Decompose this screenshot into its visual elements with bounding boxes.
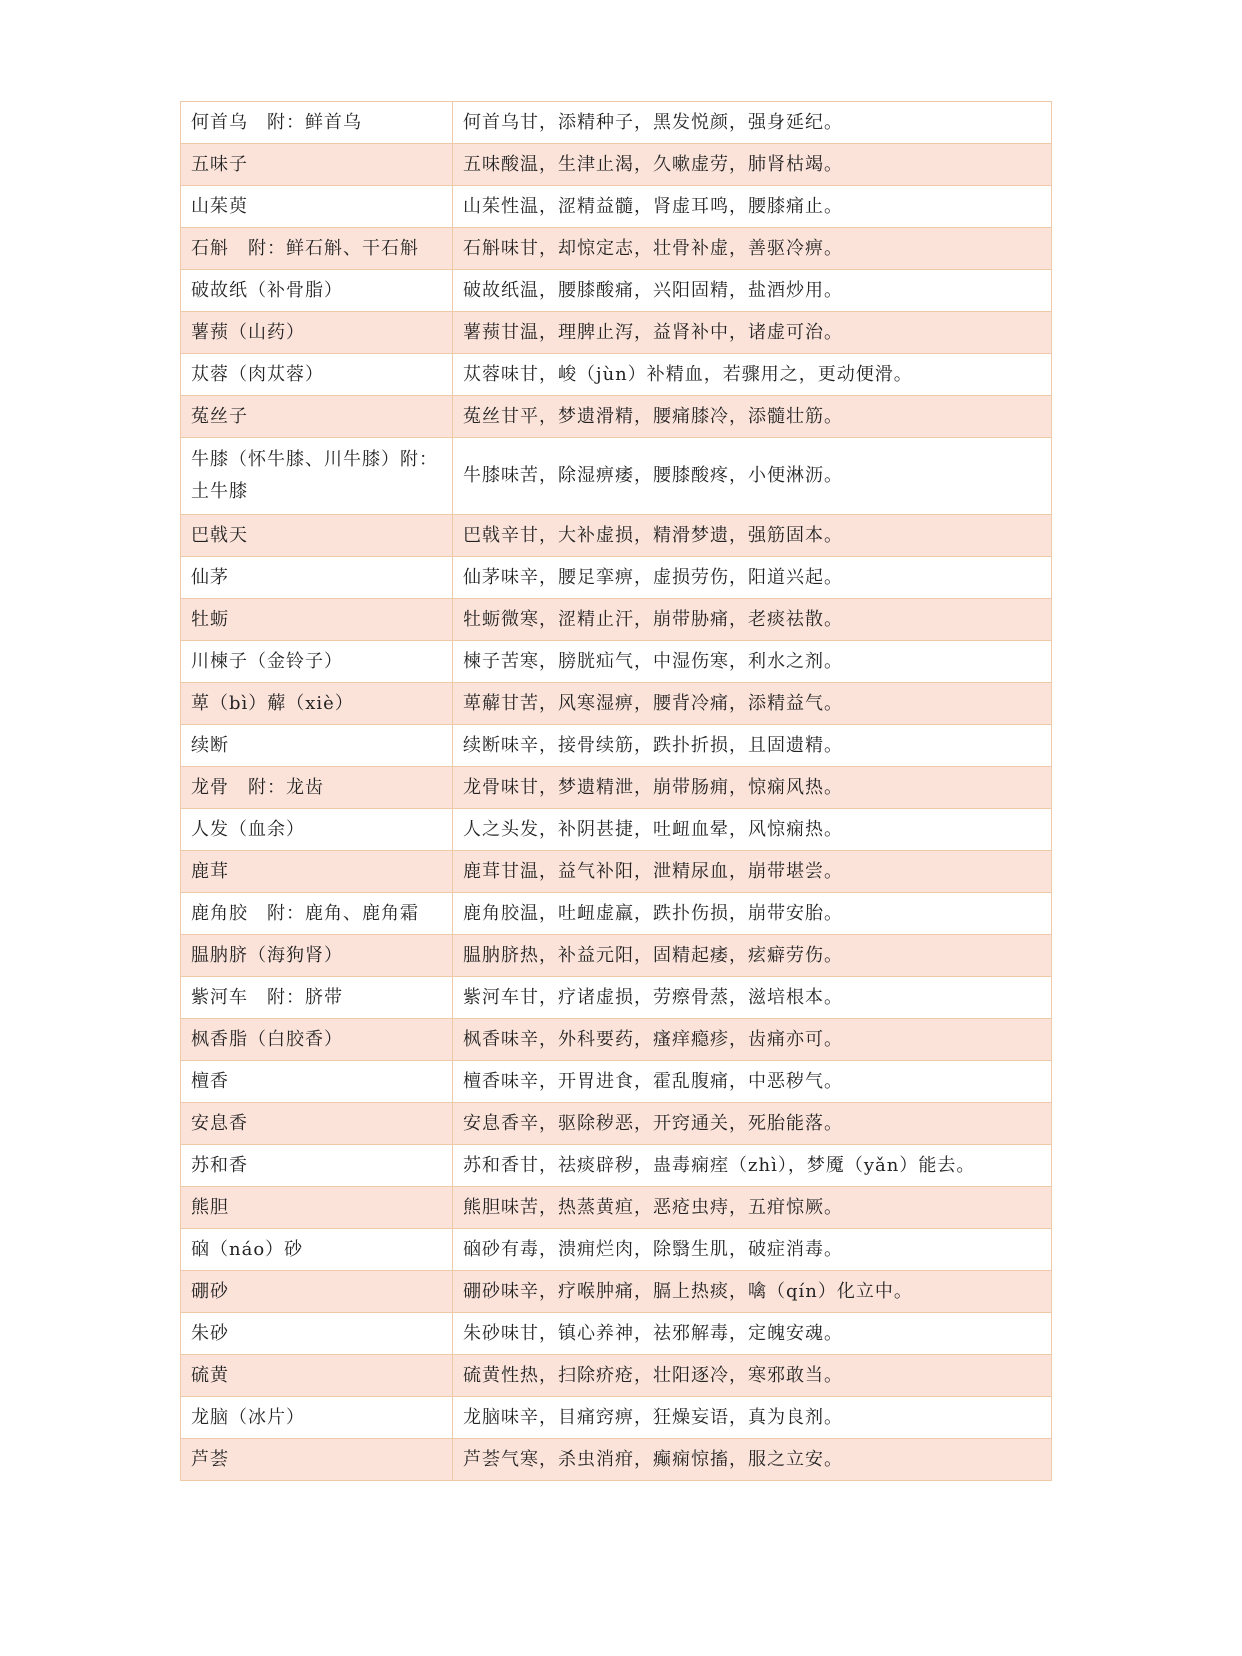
herb-verse-cell: 芦荟气寒，杀虫消疳，癫痫惊搐，服之立安。 — [453, 1439, 1052, 1481]
herb-name-cell: 五味子 — [181, 144, 453, 186]
table-row — [181, 228, 1052, 270]
table-row — [181, 851, 1052, 893]
herb-name-cell: 续断 — [181, 725, 453, 767]
herb-verse-cell: 紫河车甘，疗诸虚损，劳瘵骨蒸，滋培根本。 — [453, 977, 1052, 1019]
table-row — [181, 725, 1052, 767]
table-row — [181, 1145, 1052, 1187]
herb-verse-cell: 牡蛎微寒，涩精止汗，崩带胁痛，老痰祛散。 — [453, 599, 1052, 641]
herb-name-cell: 龙骨 附：龙齿 — [181, 767, 453, 809]
table-row — [181, 1397, 1052, 1439]
herb-verse-cell: 牛膝味苦，除湿痹痿，腰膝酸疼，小便淋沥。 — [453, 438, 1052, 515]
herb-name-cell: 檀香 — [181, 1061, 453, 1103]
herb-verse-cell: 仙茅味辛，腰足挛痹，虚损劳伤，阳道兴起。 — [453, 557, 1052, 599]
herb-table-body — [181, 102, 1052, 1481]
herb-name-cell: 腽肭脐（海狗肾） — [181, 935, 453, 977]
herb-name-cell: 仙茅 — [181, 557, 453, 599]
herb-verse-cell: 熊胆味苦，热蒸黄疸，恶疮虫痔，五疳惊厥。 — [453, 1187, 1052, 1229]
herb-verse-table — [180, 101, 1052, 1481]
table-row — [181, 144, 1052, 186]
table-row — [181, 396, 1052, 438]
herb-verse-cell: 楝子苦寒，膀胱疝气，中湿伤寒，利水之剂。 — [453, 641, 1052, 683]
herb-name-cell: 硫黄 — [181, 1355, 453, 1397]
table-row — [181, 438, 1052, 515]
herb-verse-cell: 菟丝甘平，梦遗滑精，腰痛膝冷，添髓壮筋。 — [453, 396, 1052, 438]
table-row — [181, 935, 1052, 977]
herb-name-cell: 石斛 附：鲜石斛、干石斛 — [181, 228, 453, 270]
herb-name-cell: 山茱萸 — [181, 186, 453, 228]
herb-verse-cell: 朱砂味甘，镇心养神，祛邪解毒，定魄安魂。 — [453, 1313, 1052, 1355]
herb-verse-cell: 何首乌甘，添精种子，黑发悦颜，强身延纪。 — [453, 102, 1052, 144]
herb-verse-cell: 枫香味辛，外科要药，瘙痒瘾疹，齿痛亦可。 — [453, 1019, 1052, 1061]
herb-name-cell: 牛膝（怀牛膝、川牛膝）附：土牛膝 — [181, 438, 453, 515]
table-row — [181, 1355, 1052, 1397]
table-row — [181, 1313, 1052, 1355]
herb-verse-cell: 破故纸温，腰膝酸痛，兴阳固精，盐酒炒用。 — [453, 270, 1052, 312]
herb-verse-cell: 硼砂味辛，疗喉肿痛，膈上热痰，噙（qín）化立中。 — [453, 1271, 1052, 1313]
table-row — [181, 1271, 1052, 1313]
herb-name-cell: 鹿茸 — [181, 851, 453, 893]
table-row — [181, 1187, 1052, 1229]
herb-verse-cell: 龙骨味甘，梦遗精泄，崩带肠痈，惊痫风热。 — [453, 767, 1052, 809]
herb-name-cell: 紫河车 附：脐带 — [181, 977, 453, 1019]
herb-verse-cell: 苏和香甘，祛痰辟秽，蛊毒痫痓（zhì），梦魇（yǎn）能去。 — [453, 1145, 1052, 1187]
herb-name-cell: 何首乌 附：鲜首乌 — [181, 102, 453, 144]
table-row — [181, 1229, 1052, 1271]
herb-name-cell: 熊胆 — [181, 1187, 453, 1229]
table-row — [181, 354, 1052, 396]
herb-verse-cell: 续断味辛，接骨续筋，跌扑折损，且固遗精。 — [453, 725, 1052, 767]
herb-verse-cell: 萆薢甘苦，风寒湿痹，腰背冷痛，添精益气。 — [453, 683, 1052, 725]
table-row — [181, 683, 1052, 725]
herb-name-cell: 破故纸（补骨脂） — [181, 270, 453, 312]
herb-verse-cell: 苁蓉味甘，峻（jùn）补精血，若骤用之，更动便滑。 — [453, 354, 1052, 396]
herb-verse-cell: 山茱性温，涩精益髓，肾虚耳鸣，腰膝痛止。 — [453, 186, 1052, 228]
table-row — [181, 186, 1052, 228]
table-row — [181, 102, 1052, 144]
table-row — [181, 1103, 1052, 1145]
herb-verse-cell: 硇砂有毒，溃痈烂肉，除翳生肌，破症消毒。 — [453, 1229, 1052, 1271]
herb-name-cell: 硇（náo）砂 — [181, 1229, 453, 1271]
herb-verse-cell: 腽肭脐热，补益元阳，固精起痿，痃癖劳伤。 — [453, 935, 1052, 977]
herb-name-cell: 萆（bì）薢（xiè） — [181, 683, 453, 725]
herb-verse-cell: 鹿茸甘温，益气补阳，泄精尿血，崩带堪尝。 — [453, 851, 1052, 893]
herb-verse-cell: 五味酸温，生津止渴，久嗽虚劳，肺肾枯竭。 — [453, 144, 1052, 186]
herb-name-cell: 苁蓉（肉苁蓉） — [181, 354, 453, 396]
herb-name-cell: 芦荟 — [181, 1439, 453, 1481]
herb-verse-cell: 龙脑味辛，目痛窍痹，狂燥妄语，真为良剂。 — [453, 1397, 1052, 1439]
herb-name-cell: 安息香 — [181, 1103, 453, 1145]
table-row — [181, 809, 1052, 851]
herb-name-cell: 朱砂 — [181, 1313, 453, 1355]
herb-verse-cell: 鹿角胶温，吐衄虚羸，跌扑伤损，崩带安胎。 — [453, 893, 1052, 935]
table-row — [181, 1019, 1052, 1061]
herb-verse-cell: 巴戟辛甘，大补虚损，精滑梦遗，强筋固本。 — [453, 515, 1052, 557]
table-row — [181, 893, 1052, 935]
herb-name-cell: 薯蓣（山药） — [181, 312, 453, 354]
table-row — [181, 515, 1052, 557]
herb-verse-cell: 石斛味甘，却惊定志，壮骨补虚，善驱冷痹。 — [453, 228, 1052, 270]
herb-name-cell: 人发（血余） — [181, 809, 453, 851]
herb-verse-cell: 檀香味辛，开胃进食，霍乱腹痛，中恶秽气。 — [453, 1061, 1052, 1103]
herb-name-cell: 川楝子（金铃子） — [181, 641, 453, 683]
herb-name-cell: 苏和香 — [181, 1145, 453, 1187]
herb-verse-cell: 薯蓣甘温，理脾止泻，益肾补中，诸虚可治。 — [453, 312, 1052, 354]
herb-name-cell: 硼砂 — [181, 1271, 453, 1313]
table-row — [181, 557, 1052, 599]
herb-name-cell: 菟丝子 — [181, 396, 453, 438]
table-row — [181, 599, 1052, 641]
table-row — [181, 641, 1052, 683]
table-row — [181, 1439, 1052, 1481]
herb-name-cell: 牡蛎 — [181, 599, 453, 641]
table-row — [181, 312, 1052, 354]
table-row — [181, 270, 1052, 312]
herb-name-cell: 枫香脂（白胶香） — [181, 1019, 453, 1061]
herb-verse-cell: 人之头发，补阴甚捷，吐衄血晕，风惊痫热。 — [453, 809, 1052, 851]
table-row — [181, 977, 1052, 1019]
herb-name-cell: 龙脑（冰片） — [181, 1397, 453, 1439]
herb-name-cell: 鹿角胶 附：鹿角、鹿角霜 — [181, 893, 453, 935]
herb-name-cell: 巴戟天 — [181, 515, 453, 557]
table-row — [181, 767, 1052, 809]
herb-verse-cell: 安息香辛，驱除秽恶，开窍通关，死胎能落。 — [453, 1103, 1052, 1145]
table-row — [181, 1061, 1052, 1103]
herb-verse-cell: 硫黄性热，扫除疥疮，壮阳逐冷，寒邪敢当。 — [453, 1355, 1052, 1397]
